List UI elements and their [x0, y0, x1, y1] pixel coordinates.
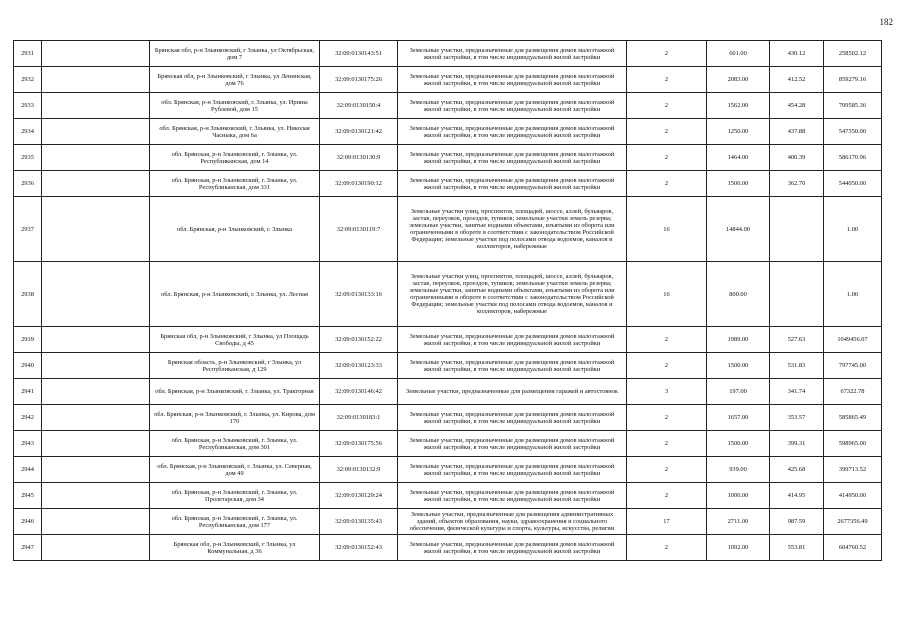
- area-cell: 601.00: [707, 41, 770, 67]
- specific-value-cell: 414.95: [770, 483, 824, 509]
- specific-value-cell: 437.88: [770, 119, 824, 145]
- table-row: [14, 119, 882, 145]
- cadastral-value-cell: 604760.52: [824, 535, 882, 561]
- area-cell: 1000.00: [707, 483, 770, 509]
- table-row: [14, 41, 882, 67]
- specific-value-cell: 454.28: [770, 93, 824, 119]
- row-number-cell: 2944: [14, 457, 42, 483]
- page-number: 182: [879, 17, 893, 27]
- cadastral-value-cell: 258502.12: [824, 41, 882, 67]
- cadastral-number-cell: 32:09:0130175:56: [320, 431, 398, 457]
- empty-cell: [42, 353, 150, 379]
- area-cell: 939.00: [707, 457, 770, 483]
- area-cell: 2083.00: [707, 67, 770, 93]
- use-group-cell: 2: [627, 483, 707, 509]
- cadastral-number-cell: 32:09:0130152:43: [320, 535, 398, 561]
- address-cell: обл. Брянская, р-н Злынковский, г. Злынка, ул. Николая Часныка, дом 6а: [150, 119, 320, 145]
- empty-cell: [42, 67, 150, 93]
- empty-cell: [42, 431, 150, 457]
- area-cell: 1250.00: [707, 119, 770, 145]
- address-cell: Брянская обл, р-н Злынковский, г Злынка, ул Ленинская, дом 76: [150, 67, 320, 93]
- row-number-cell: 2938: [14, 262, 42, 327]
- specific-value-cell: 425.68: [770, 457, 824, 483]
- use-group-cell: 2: [627, 327, 707, 353]
- specific-value-cell: 527.63: [770, 327, 824, 353]
- use-group-cell: 2: [627, 431, 707, 457]
- address-cell: обл. Брянская, р-н Злынковский, г. Злынка, ул. Республиканская, дом 14: [150, 145, 320, 171]
- land-use-cell: Земельные участки, предназначенные для размещения домов малоэтажной жилой застройки, в том числе индивидуальной жилой застройки: [398, 405, 627, 431]
- land-use-cell: Земельные участки улиц, проспектов, площадей, шоссе, аллей, бульваров, застав, переулков, проездов, тупиков; земельные участки земель резерва; земельные участки, занятые водными объектами, изъятыми из оборота или ограниченными в обороте в соответствии с законодательством Российской Федерации; земельные участки под полосами отвода водоемов, каналов и коллекторов, набережные: [398, 197, 627, 262]
- table-row: [14, 197, 882, 262]
- use-group-cell: 2: [627, 353, 707, 379]
- row-number-cell: 2931: [14, 41, 42, 67]
- table-row: [14, 327, 882, 353]
- use-group-cell: 2: [627, 535, 707, 561]
- cadastral-value-cell: 586170.96: [824, 145, 882, 171]
- row-number-cell: 2943: [14, 431, 42, 457]
- land-use-cell: Земельные участки, предназначенные для размещения домов малоэтажной жилой застройки, в том числе индивидуальной жилой застройки: [398, 327, 627, 353]
- cadastral-number-cell: 32:09:0130150:4: [320, 93, 398, 119]
- row-number-cell: 2945: [14, 483, 42, 509]
- area-cell: 197.00: [707, 379, 770, 405]
- use-group-cell: 16: [627, 197, 707, 262]
- cadastral-value-cell: 1049456.07: [824, 327, 882, 353]
- address-cell: обл. Брянская, р-н Злынковский, г. Злынка: [150, 197, 320, 262]
- use-group-cell: 2: [627, 457, 707, 483]
- table-row: [14, 262, 882, 327]
- empty-cell: [42, 509, 150, 535]
- area-cell: 1989.00: [707, 327, 770, 353]
- land-use-cell: Земельные участки, предназначенные для размещения гаражей и автостоянок: [398, 379, 627, 405]
- cadastral-number-cell: 32:09:0130135:43: [320, 509, 398, 535]
- address-cell: обл. Брянская, р-н Злынковский, г. Злынка, ул. Ирины Рублевой, дом 15: [150, 93, 320, 119]
- cadastral-number-cell: 32:09:0130130:9: [320, 145, 398, 171]
- cadastral-number-cell: 32:09:0130129:24: [320, 483, 398, 509]
- row-number-cell: 2932: [14, 67, 42, 93]
- specific-value-cell: 412.52: [770, 67, 824, 93]
- table-row: [14, 379, 882, 405]
- area-cell: 1092.00: [707, 535, 770, 561]
- land-use-cell: Земельные участки, предназначенные для размещения домов малоэтажной жилой застройки, в том числе индивидуальной жилой застройки: [398, 171, 627, 197]
- use-group-cell: 2: [627, 119, 707, 145]
- empty-cell: [42, 197, 150, 262]
- address-cell: обл. Брянская, р-н Злынковский, г. Злынка, ул. Северная, дом 49: [150, 457, 320, 483]
- cadastral-number-cell: 32:09:0130121:42: [320, 119, 398, 145]
- empty-cell: [42, 457, 150, 483]
- land-use-cell: Земельные участки, предназначенные для размещения домов малоэтажной жилой застройки, в том числе индивидуальной жилой застройки: [398, 353, 627, 379]
- table-row: [14, 509, 882, 535]
- specific-value-cell: 987.59: [770, 509, 824, 535]
- cadastral-value-cell: 547350.00: [824, 119, 882, 145]
- land-use-cell: Земельные участки улиц, проспектов, площадей, шоссе, аллей, бульваров, застав, переулков, проездов, тупиков; земельные участки земель резерва; земельные участки, занятые водными объектами, изъятыми из оборота или ограниченными в обороте в соответствии с законодательством Российской Федерации; земельные участки под полосами отвода водоемов, каналов и коллекторов, набережные: [398, 262, 627, 327]
- empty-cell: [42, 41, 150, 67]
- empty-cell: [42, 535, 150, 561]
- use-group-cell: 2: [627, 145, 707, 171]
- cadastral-value-cell: 585865.49: [824, 405, 882, 431]
- land-use-cell: Земельные участки, предназначенные для размещения домов малоэтажной жилой застройки, в том числе индивидуальной жилой застройки: [398, 41, 627, 67]
- address-cell: обл. Брянская, р-н Злынковский, г. Злынка, ул. Республиканская, дом 301: [150, 431, 320, 457]
- area-cell: 1562.00: [707, 93, 770, 119]
- row-number-cell: 2934: [14, 119, 42, 145]
- specific-value-cell: 430.12: [770, 41, 824, 67]
- empty-cell: [42, 93, 150, 119]
- area-cell: 800.00: [707, 262, 770, 327]
- row-number-cell: 2946: [14, 509, 42, 535]
- cadastral-value-cell: 709585.36: [824, 93, 882, 119]
- cadastral-number-cell: 32:09:0130133:16: [320, 262, 398, 327]
- use-group-cell: 2: [627, 41, 707, 67]
- cadastral-value-cell: 399713.52: [824, 457, 882, 483]
- area-cell: 1464.00: [707, 145, 770, 171]
- table-body: [14, 41, 882, 561]
- empty-cell: [42, 262, 150, 327]
- empty-cell: [42, 405, 150, 431]
- empty-cell: [42, 379, 150, 405]
- table-row: [14, 171, 882, 197]
- empty-cell: [42, 145, 150, 171]
- land-registry-table: [13, 40, 882, 561]
- specific-value-cell: 341.74: [770, 379, 824, 405]
- specific-value-cell: 362.70: [770, 171, 824, 197]
- area-cell: 1500.00: [707, 431, 770, 457]
- cadastral-value-cell: 598965.00: [824, 431, 882, 457]
- land-use-cell: Земельные участки, предназначенные для размещения домов малоэтажной жилой застройки, в том числе индивидуальной жилой застройки: [398, 145, 627, 171]
- cadastral-number-cell: 32:09:0130146:42: [320, 379, 398, 405]
- specific-value-cell: 400.39: [770, 145, 824, 171]
- empty-cell: [42, 119, 150, 145]
- specific-value-cell: [770, 262, 824, 327]
- use-group-cell: 17: [627, 509, 707, 535]
- cadastral-value-cell: 1.00: [824, 262, 882, 327]
- cadastral-value-cell: 1.00: [824, 197, 882, 262]
- row-number-cell: 2935: [14, 145, 42, 171]
- address-cell: Брянская область, р-н Злынковский, г Злынка, ул Республиканская, д 129: [150, 353, 320, 379]
- use-group-cell: 16: [627, 262, 707, 327]
- area-cell: 2711.00: [707, 509, 770, 535]
- row-number-cell: 2937: [14, 197, 42, 262]
- land-use-cell: Земельные участки, предназначенные для размещения домов малоэтажной жилой застройки, в том числе индивидуальной жилой застройки: [398, 457, 627, 483]
- table-row: [14, 431, 882, 457]
- land-use-cell: Земельные участки, предназначенные для размещения домов малоэтажной жилой застройки, в том числе индивидуальной жилой застройки: [398, 119, 627, 145]
- area-cell: 14844.00: [707, 197, 770, 262]
- address-cell: обл. Брянская, р-н Злынковский, г. Злынка, ул. Кирова, дом 170: [150, 405, 320, 431]
- land-use-cell: Земельные участки, предназначенные для размещения домов малоэтажной жилой застройки, в том числе индивидуальной жилой застройки: [398, 93, 627, 119]
- table-row: [14, 405, 882, 431]
- empty-cell: [42, 483, 150, 509]
- address-cell: Брянская обл, р-н Злынковский, г Злынка, ул Октябрьская, дом 7: [150, 41, 320, 67]
- land-use-cell: Земельные участки, предназначенные для размещения домов малоэтажной жилой застройки, в том числе индивидуальной жилой застройки: [398, 431, 627, 457]
- cadastral-value-cell: 859279.16: [824, 67, 882, 93]
- address-cell: обл. Брянская, р-н Злынковский, г. Злынка, ул. Тракторная: [150, 379, 320, 405]
- address-cell: обл. Брянская, р-н Злынковский, г. Злынка, ул. Республиканская, дом 331: [150, 171, 320, 197]
- cadastral-value-cell: 2677356.49: [824, 509, 882, 535]
- table-row: [14, 535, 882, 561]
- cadastral-value-cell: 414950.00: [824, 483, 882, 509]
- specific-value-cell: 353.57: [770, 405, 824, 431]
- area-cell: 1500.00: [707, 353, 770, 379]
- row-number-cell: 2947: [14, 535, 42, 561]
- address-cell: обл. Брянская, р-н Злынковский, г. Злынка, ул. Республиканская, дом 177: [150, 509, 320, 535]
- specific-value-cell: 553.81: [770, 535, 824, 561]
- row-number-cell: 2941: [14, 379, 42, 405]
- cadastral-number-cell: 32:09:0130132:9: [320, 457, 398, 483]
- area-cell: 1657.00: [707, 405, 770, 431]
- address-cell: обл. Брянская, р-н Злынковский, г. Злынка, ул. Лесная: [150, 262, 320, 327]
- land-use-cell: Земельные участки, предназначенные для размещения домов малоэтажной жилой застройки, в том числе индивидуальной жилой застройки: [398, 535, 627, 561]
- use-group-cell: 2: [627, 93, 707, 119]
- land-use-cell: Земельные участки, предназначенные для размещения административных зданий, объектов образования, науки, здравоохранения и социального обеспечения, физической культуры и спорта, культуры, искусства, религии: [398, 509, 627, 535]
- address-cell: Брянская обл, р-н Злынковский, г Злынка, ул Коммунальная, д 36: [150, 535, 320, 561]
- row-number-cell: 2933: [14, 93, 42, 119]
- use-group-cell: 3: [627, 379, 707, 405]
- address-cell: обл. Брянская, р-н Злынковский, г. Злынка, ул. Пролетарская, дом 34: [150, 483, 320, 509]
- area-cell: 1500.00: [707, 171, 770, 197]
- empty-cell: [42, 171, 150, 197]
- cadastral-value-cell: 544050.00: [824, 171, 882, 197]
- cadastral-value-cell: 797745.00: [824, 353, 882, 379]
- cadastral-number-cell: 32:09:0130175:26: [320, 67, 398, 93]
- cadastral-value-cell: 67322.78: [824, 379, 882, 405]
- address-cell: Брянская обл, р-н Злынковский, г Злынка, ул Площадь Свободы, д 45: [150, 327, 320, 353]
- cadastral-number-cell: 32:09:0130119:7: [320, 197, 398, 262]
- cadastral-number-cell: 32:09:0130183:1: [320, 405, 398, 431]
- table-row: [14, 145, 882, 171]
- table-row: [14, 353, 882, 379]
- land-use-cell: Земельные участки, предназначенные для размещения домов малоэтажной жилой застройки, в том числе индивидуальной жилой застройки: [398, 483, 627, 509]
- use-group-cell: 2: [627, 67, 707, 93]
- cadastral-number-cell: 32:09:0130143:51: [320, 41, 398, 67]
- specific-value-cell: 531.83: [770, 353, 824, 379]
- row-number-cell: 2936: [14, 171, 42, 197]
- use-group-cell: 2: [627, 405, 707, 431]
- specific-value-cell: [770, 197, 824, 262]
- row-number-cell: 2942: [14, 405, 42, 431]
- cadastral-number-cell: 32:09:0130123:33: [320, 353, 398, 379]
- land-use-cell: Земельные участки, предназначенные для размещения домов малоэтажной жилой застройки, в том числе индивидуальной жилой застройки: [398, 67, 627, 93]
- use-group-cell: 2: [627, 171, 707, 197]
- cadastral-number-cell: 32:09:0130190:12: [320, 171, 398, 197]
- table-row: [14, 457, 882, 483]
- empty-cell: [42, 327, 150, 353]
- table-row: [14, 67, 882, 93]
- specific-value-cell: 399.31: [770, 431, 824, 457]
- cadastral-number-cell: 32:09:0130152:22: [320, 327, 398, 353]
- row-number-cell: 2940: [14, 353, 42, 379]
- table-row: [14, 483, 882, 509]
- table-row: [14, 93, 882, 119]
- row-number-cell: 2939: [14, 327, 42, 353]
